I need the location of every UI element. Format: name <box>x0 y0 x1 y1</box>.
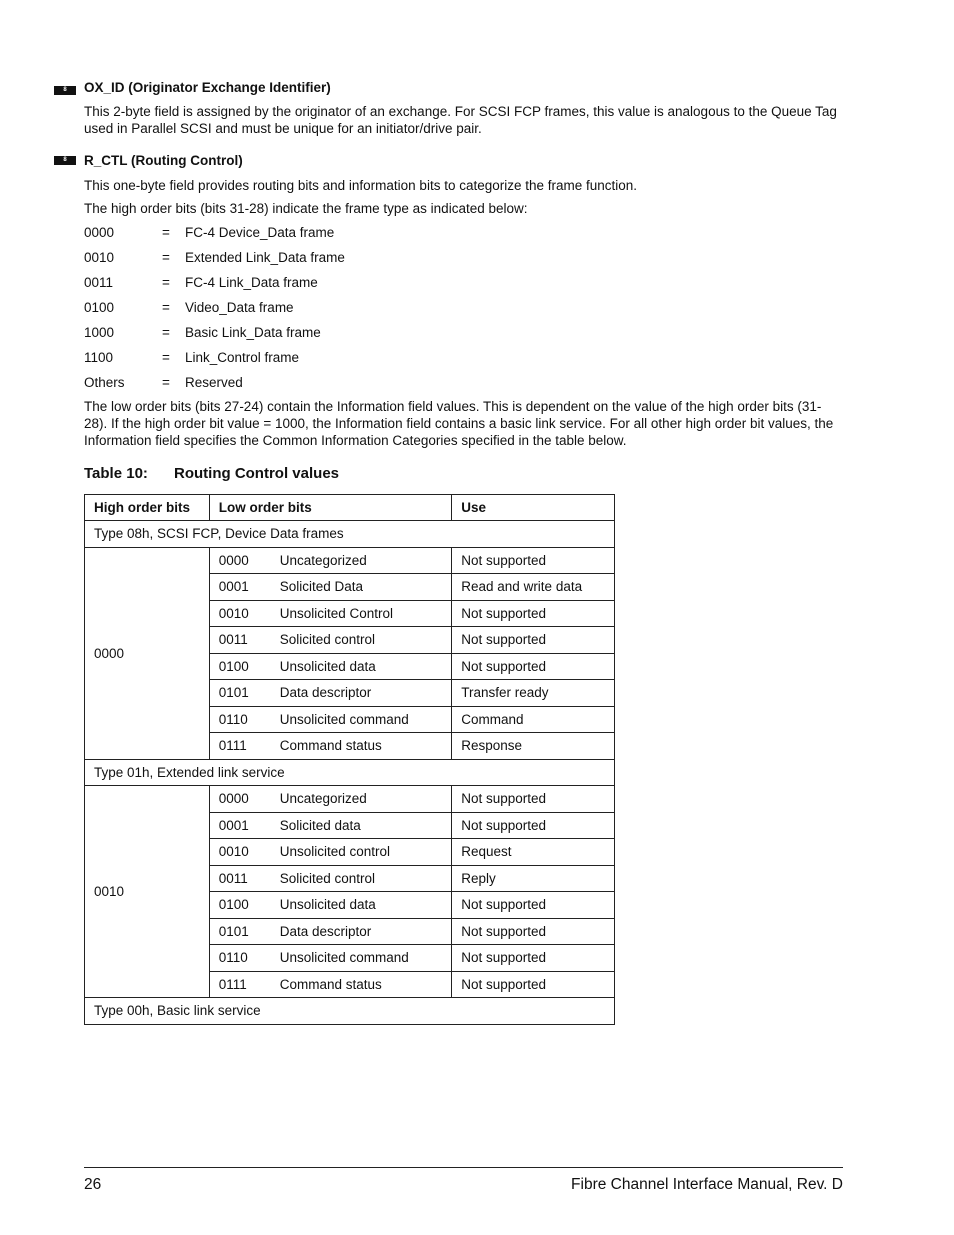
code-value: 1100 <box>84 350 114 365</box>
low-order-code: 0011 <box>218 870 248 886</box>
use-cell: Command <box>452 706 615 733</box>
low-order-cell <box>209 574 452 601</box>
table-row <box>85 547 615 574</box>
type-label: Type 00h, Basic link service <box>85 998 615 1025</box>
use-cell: Request <box>452 839 615 866</box>
use-cell: Transfer ready <box>452 680 615 707</box>
routing-control-table <box>84 494 615 1025</box>
low-order-code: 0011 <box>218 632 248 648</box>
low-order-name: Uncategorized <box>279 791 367 807</box>
low-order-code: 0010 <box>218 844 249 860</box>
low-order-cell <box>209 627 452 654</box>
low-order-cell <box>209 892 452 919</box>
low-order-cell <box>209 839 452 866</box>
footer-divider <box>84 1167 843 1168</box>
use-cell: Response <box>452 733 615 760</box>
r-ctl-heading: R_CTL (Routing Control) <box>84 153 243 168</box>
use-cell: Not supported <box>452 892 615 919</box>
code-row <box>84 300 484 317</box>
use-cell: Not supported <box>452 971 615 998</box>
use-cell: Read and write data <box>452 574 615 601</box>
use-cell: Not supported <box>452 786 615 813</box>
code-description: Extended Link_Data frame <box>185 250 345 265</box>
code-equals: = <box>162 350 170 365</box>
low-order-code: 0001 <box>218 579 249 595</box>
low-order-cell <box>209 733 452 760</box>
header-use: Use <box>452 495 615 521</box>
table-type-row <box>85 521 615 548</box>
r-ctl-paragraph-2: The high order bits (bits 31-28) indicate the frame type as indicated below: <box>84 201 528 216</box>
code-description: FC-4 Link_Data frame <box>185 275 318 290</box>
code-equals: = <box>162 275 170 290</box>
low-order-code: 0110 <box>218 711 248 727</box>
low-order-code: 0111 <box>218 738 247 754</box>
low-order-name: Unsolicited data <box>279 658 376 674</box>
low-order-name: Unsolicited Control <box>279 605 394 621</box>
header-low-order-bits: Low order bits <box>209 495 452 521</box>
code-description: Basic Link_Data frame <box>185 325 321 340</box>
low-order-code: 0101 <box>218 923 249 939</box>
code-value: 0100 <box>84 300 115 315</box>
low-order-name: Command status <box>279 976 382 992</box>
low-order-cell <box>209 918 452 945</box>
code-row <box>84 275 484 292</box>
use-cell: Not supported <box>452 653 615 680</box>
code-row <box>84 325 484 342</box>
ox-id-paragraph: This 2-byte field is assigned by the originator of an exchange. For SCSI FCP frames, this value is analogous to the Queue Tag used in Parallel SCSI and must be unique for an initiator/drive pair. <box>84 104 837 136</box>
low-order-name: Data descriptor <box>279 685 372 701</box>
table-row <box>85 786 615 813</box>
header-high-order-bits: High order bits <box>85 495 210 521</box>
code-value: 0011 <box>84 275 114 290</box>
low-order-cell <box>209 812 452 839</box>
low-order-code: 0100 <box>218 897 249 913</box>
low-order-code: 0000 <box>218 791 249 807</box>
code-value: Others <box>84 375 125 390</box>
low-order-name: Unsolicited control <box>279 844 391 860</box>
use-cell: Not supported <box>452 812 615 839</box>
code-description: FC-4 Device_Data frame <box>185 225 335 240</box>
low-order-cell <box>209 865 452 892</box>
low-order-paragraph: The low order bits (bits 27-24) contain the Information field values. This is dependent on the value of the high order bits (31-28). If the high order bit value = 1000, the Information field contains a basic link service. For all other high order bit values, the Information field specifies the Common Information Categories specified in the table below. <box>84 399 834 448</box>
code-equals: = <box>162 300 170 315</box>
table-type-row <box>85 998 615 1025</box>
code-equals: = <box>162 375 170 390</box>
code-row <box>84 225 484 242</box>
ox-id-heading: OX_ID (Originator Exchange Identifier) <box>84 80 331 95</box>
low-order-cell <box>209 653 452 680</box>
code-equals: = <box>162 325 170 340</box>
use-cell: Not supported <box>452 627 615 654</box>
r-ctl-paragraph-1: This one-byte field provides routing bits and information bits to categorize the frame function. <box>84 178 638 193</box>
low-order-code: 0010 <box>218 605 249 621</box>
low-order-name: Solicited Data <box>279 579 364 595</box>
low-order-cell <box>209 945 452 972</box>
low-order-name: Unsolicited command <box>279 950 409 966</box>
low-order-code: 0001 <box>218 817 249 833</box>
table-header-row <box>85 495 615 521</box>
page-number: 26 <box>84 1176 102 1193</box>
code-description: Reserved <box>185 375 243 390</box>
section-marker: 8 <box>54 156 76 165</box>
table-caption-number: Table 10: <box>84 465 148 482</box>
table-caption <box>84 465 339 482</box>
code-value: 0000 <box>84 225 115 240</box>
low-order-name: Solicited control <box>279 870 376 886</box>
low-order-code: 0111 <box>218 976 247 992</box>
use-cell: Not supported <box>452 918 615 945</box>
low-order-cell <box>209 680 452 707</box>
type-label: Type 08h, SCSI FCP, Device Data frames <box>85 521 615 548</box>
low-order-cell <box>209 706 452 733</box>
code-value: 1000 <box>84 325 115 340</box>
high-order-value: 0010 <box>85 786 210 998</box>
low-order-name: Solicited control <box>279 632 376 648</box>
low-order-code: 0101 <box>218 685 249 701</box>
low-order-cell <box>209 786 452 813</box>
code-value: 0010 <box>84 250 115 265</box>
low-order-cell <box>209 547 452 574</box>
use-cell: Reply <box>452 865 615 892</box>
code-equals: = <box>162 225 170 240</box>
low-order-cell <box>209 971 452 998</box>
low-order-name: Data descriptor <box>279 923 372 939</box>
use-cell: Not supported <box>452 547 615 574</box>
low-order-name: Unsolicited data <box>279 897 376 913</box>
high-order-value: 0000 <box>85 547 210 759</box>
document-title: Fibre Channel Interface Manual, Rev. D <box>571 1176 843 1193</box>
low-order-name: Unsolicited command <box>279 711 409 727</box>
code-row <box>84 350 484 367</box>
low-order-code: 0100 <box>218 658 249 674</box>
use-cell: Not supported <box>452 945 615 972</box>
code-row <box>84 250 484 267</box>
use-cell: Not supported <box>452 600 615 627</box>
code-row <box>84 375 484 392</box>
low-order-cell <box>209 600 452 627</box>
code-equals: = <box>162 250 170 265</box>
table-type-row <box>85 759 615 786</box>
low-order-name: Uncategorized <box>279 552 367 568</box>
low-order-code: 0110 <box>218 950 248 966</box>
table-caption-title: Routing Control values <box>174 465 339 482</box>
code-description: Link_Control frame <box>185 350 300 365</box>
code-description: Video_Data frame <box>185 300 294 315</box>
type-label: Type 01h, Extended link service <box>85 759 615 786</box>
low-order-name: Command status <box>279 738 382 754</box>
section-marker: 8 <box>54 86 76 95</box>
low-order-code: 0000 <box>218 552 249 568</box>
low-order-name: Solicited data <box>279 817 361 833</box>
